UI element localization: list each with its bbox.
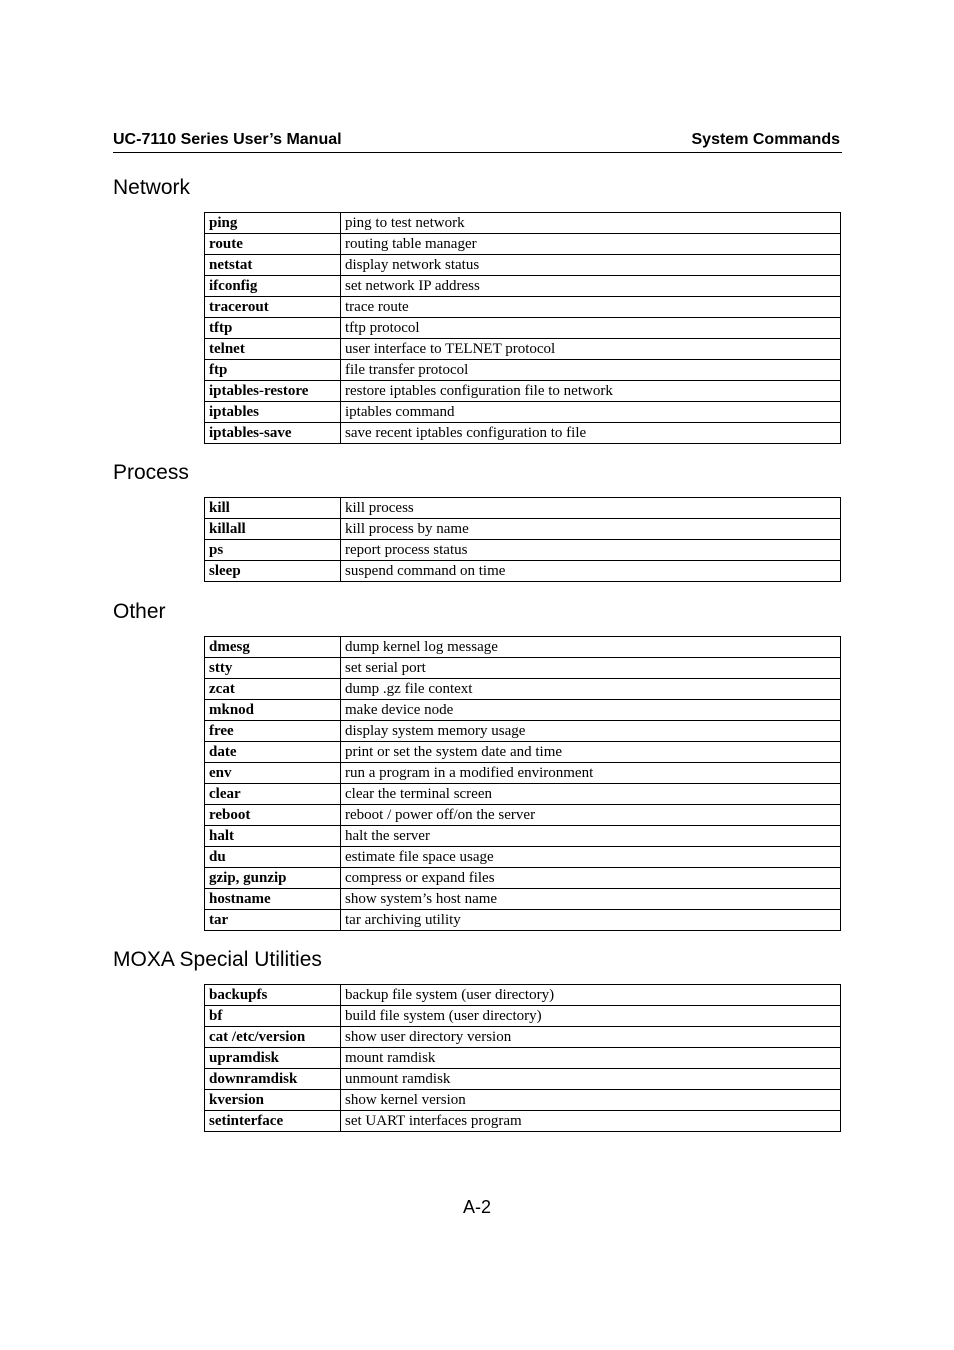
table-row xyxy=(205,276,841,297)
command-name-cell: netstat xyxy=(205,255,341,276)
command-description-cell: compress or expand files xyxy=(341,868,841,889)
command-description-cell: set network IP address xyxy=(341,276,841,297)
table-row xyxy=(205,540,841,561)
command-name-cell: clear xyxy=(205,784,341,805)
command-description-cell: report process status xyxy=(341,540,841,561)
section-title-process: Process xyxy=(113,461,189,484)
command-name-cell: upramdisk xyxy=(205,1048,341,1069)
table-row xyxy=(205,910,841,931)
command-description-cell: show system’s host name xyxy=(341,889,841,910)
table-row xyxy=(205,679,841,700)
table-row xyxy=(205,805,841,826)
command-description-cell: kill process by name xyxy=(341,519,841,540)
table-row xyxy=(205,360,841,381)
table-row xyxy=(205,1090,841,1111)
table-row xyxy=(205,423,841,444)
table-row xyxy=(205,826,841,847)
command-description-cell: clear the terminal screen xyxy=(341,784,841,805)
command-name-cell: tar xyxy=(205,910,341,931)
table-row xyxy=(205,847,841,868)
table-row xyxy=(205,339,841,360)
command-name-cell: zcat xyxy=(205,679,341,700)
table-row xyxy=(205,889,841,910)
command-name-cell: cat /etc/version xyxy=(205,1027,341,1048)
command-name-cell: iptables-restore xyxy=(205,381,341,402)
command-name-cell: date xyxy=(205,742,341,763)
command-description-cell: run a program in a modified environment xyxy=(341,763,841,784)
table-row xyxy=(205,763,841,784)
table-row xyxy=(205,868,841,889)
command-description-cell: unmount ramdisk xyxy=(341,1069,841,1090)
command-description-cell: reboot / power off/on the server xyxy=(341,805,841,826)
command-description-cell: backup file system (user directory) xyxy=(341,985,841,1006)
command-name-cell: route xyxy=(205,234,341,255)
table-row xyxy=(205,519,841,540)
command-description-cell: build file system (user directory) xyxy=(341,1006,841,1027)
command-name-cell: tracerout xyxy=(205,297,341,318)
command-name-cell: tftp xyxy=(205,318,341,339)
command-name-cell: reboot xyxy=(205,805,341,826)
table-row xyxy=(205,1006,841,1027)
command-description-cell: set UART interfaces program xyxy=(341,1111,841,1132)
table-row xyxy=(205,297,841,318)
page-header xyxy=(113,130,842,153)
command-name-cell: hostname xyxy=(205,889,341,910)
command-name-cell: gzip, gunzip xyxy=(205,868,341,889)
command-description-cell: show user directory version xyxy=(341,1027,841,1048)
command-description-cell: tftp protocol xyxy=(341,318,841,339)
command-name-cell: killall xyxy=(205,519,341,540)
network-commands-table xyxy=(204,212,841,444)
command-name-cell: setinterface xyxy=(205,1111,341,1132)
command-name-cell: halt xyxy=(205,826,341,847)
command-name-cell: free xyxy=(205,721,341,742)
table-row xyxy=(205,1048,841,1069)
command-description-cell: make device node xyxy=(341,700,841,721)
table-row xyxy=(205,561,841,582)
command-name-cell: env xyxy=(205,763,341,784)
table-row xyxy=(205,658,841,679)
command-description-cell: iptables command xyxy=(341,402,841,423)
command-description-cell: trace route xyxy=(341,297,841,318)
command-name-cell: mknod xyxy=(205,700,341,721)
other-commands-table xyxy=(204,636,841,931)
command-name-cell: backupfs xyxy=(205,985,341,1006)
table-row xyxy=(205,784,841,805)
command-description-cell: dump kernel log message xyxy=(341,637,841,658)
command-description-cell: ping to test network xyxy=(341,213,841,234)
command-description-cell: display system memory usage xyxy=(341,721,841,742)
page-number: A-2 xyxy=(462,1197,491,1217)
table-row xyxy=(205,318,841,339)
section-title-other: Other xyxy=(113,600,166,623)
command-description-cell: restore iptables configuration file to network xyxy=(341,381,841,402)
command-name-cell: ifconfig xyxy=(205,276,341,297)
table-row xyxy=(205,1027,841,1048)
table-row xyxy=(205,1111,841,1132)
section-title-moxa-utilities: MOXA Special Utilities xyxy=(113,948,322,971)
command-name-cell: ftp xyxy=(205,360,341,381)
command-description-cell: tar archiving utility xyxy=(341,910,841,931)
command-description-cell: display network status xyxy=(341,255,841,276)
table-row xyxy=(205,498,841,519)
command-description-cell: set serial port xyxy=(341,658,841,679)
command-name-cell: sleep xyxy=(205,561,341,582)
table-row xyxy=(205,721,841,742)
table-row xyxy=(205,234,841,255)
command-name-cell: ping xyxy=(205,213,341,234)
command-description-cell: kill process xyxy=(341,498,841,519)
table-row xyxy=(205,213,841,234)
table-row xyxy=(205,381,841,402)
command-description-cell: mount ramdisk xyxy=(341,1048,841,1069)
command-name-cell: ps xyxy=(205,540,341,561)
process-commands-table xyxy=(204,497,841,582)
table-row xyxy=(205,1069,841,1090)
command-name-cell: telnet xyxy=(205,339,341,360)
command-description-cell: user interface to TELNET protocol xyxy=(341,339,841,360)
command-description-cell: routing table manager xyxy=(341,234,841,255)
command-name-cell: downramdisk xyxy=(205,1069,341,1090)
command-description-cell: print or set the system date and time xyxy=(341,742,841,763)
command-description-cell: save recent iptables configuration to file xyxy=(341,423,841,444)
command-description-cell: dump .gz file context xyxy=(341,679,841,700)
command-description-cell: suspend command on time xyxy=(341,561,841,582)
table-row xyxy=(205,742,841,763)
moxa-utilities-table xyxy=(204,984,841,1132)
command-description-cell: file transfer protocol xyxy=(341,360,841,381)
manual-title: UC-7110 Series User’s Manual xyxy=(113,131,342,148)
table-row xyxy=(205,402,841,423)
command-description-cell: show kernel version xyxy=(341,1090,841,1111)
command-name-cell: stty xyxy=(205,658,341,679)
section-title-network: Network xyxy=(113,176,191,199)
command-name-cell: kversion xyxy=(205,1090,341,1111)
chapter-title: System Commands xyxy=(691,131,840,148)
command-name-cell: dmesg xyxy=(205,637,341,658)
command-name-cell: bf xyxy=(205,1006,341,1027)
table-row xyxy=(205,985,841,1006)
command-name-cell: kill xyxy=(205,498,341,519)
command-description-cell: halt the server xyxy=(341,826,841,847)
command-name-cell: iptables-save xyxy=(205,423,341,444)
table-row xyxy=(205,637,841,658)
command-name-cell: du xyxy=(205,847,341,868)
command-description-cell: estimate file space usage xyxy=(341,847,841,868)
command-name-cell: iptables xyxy=(205,402,341,423)
table-row xyxy=(205,700,841,721)
table-row xyxy=(205,255,841,276)
